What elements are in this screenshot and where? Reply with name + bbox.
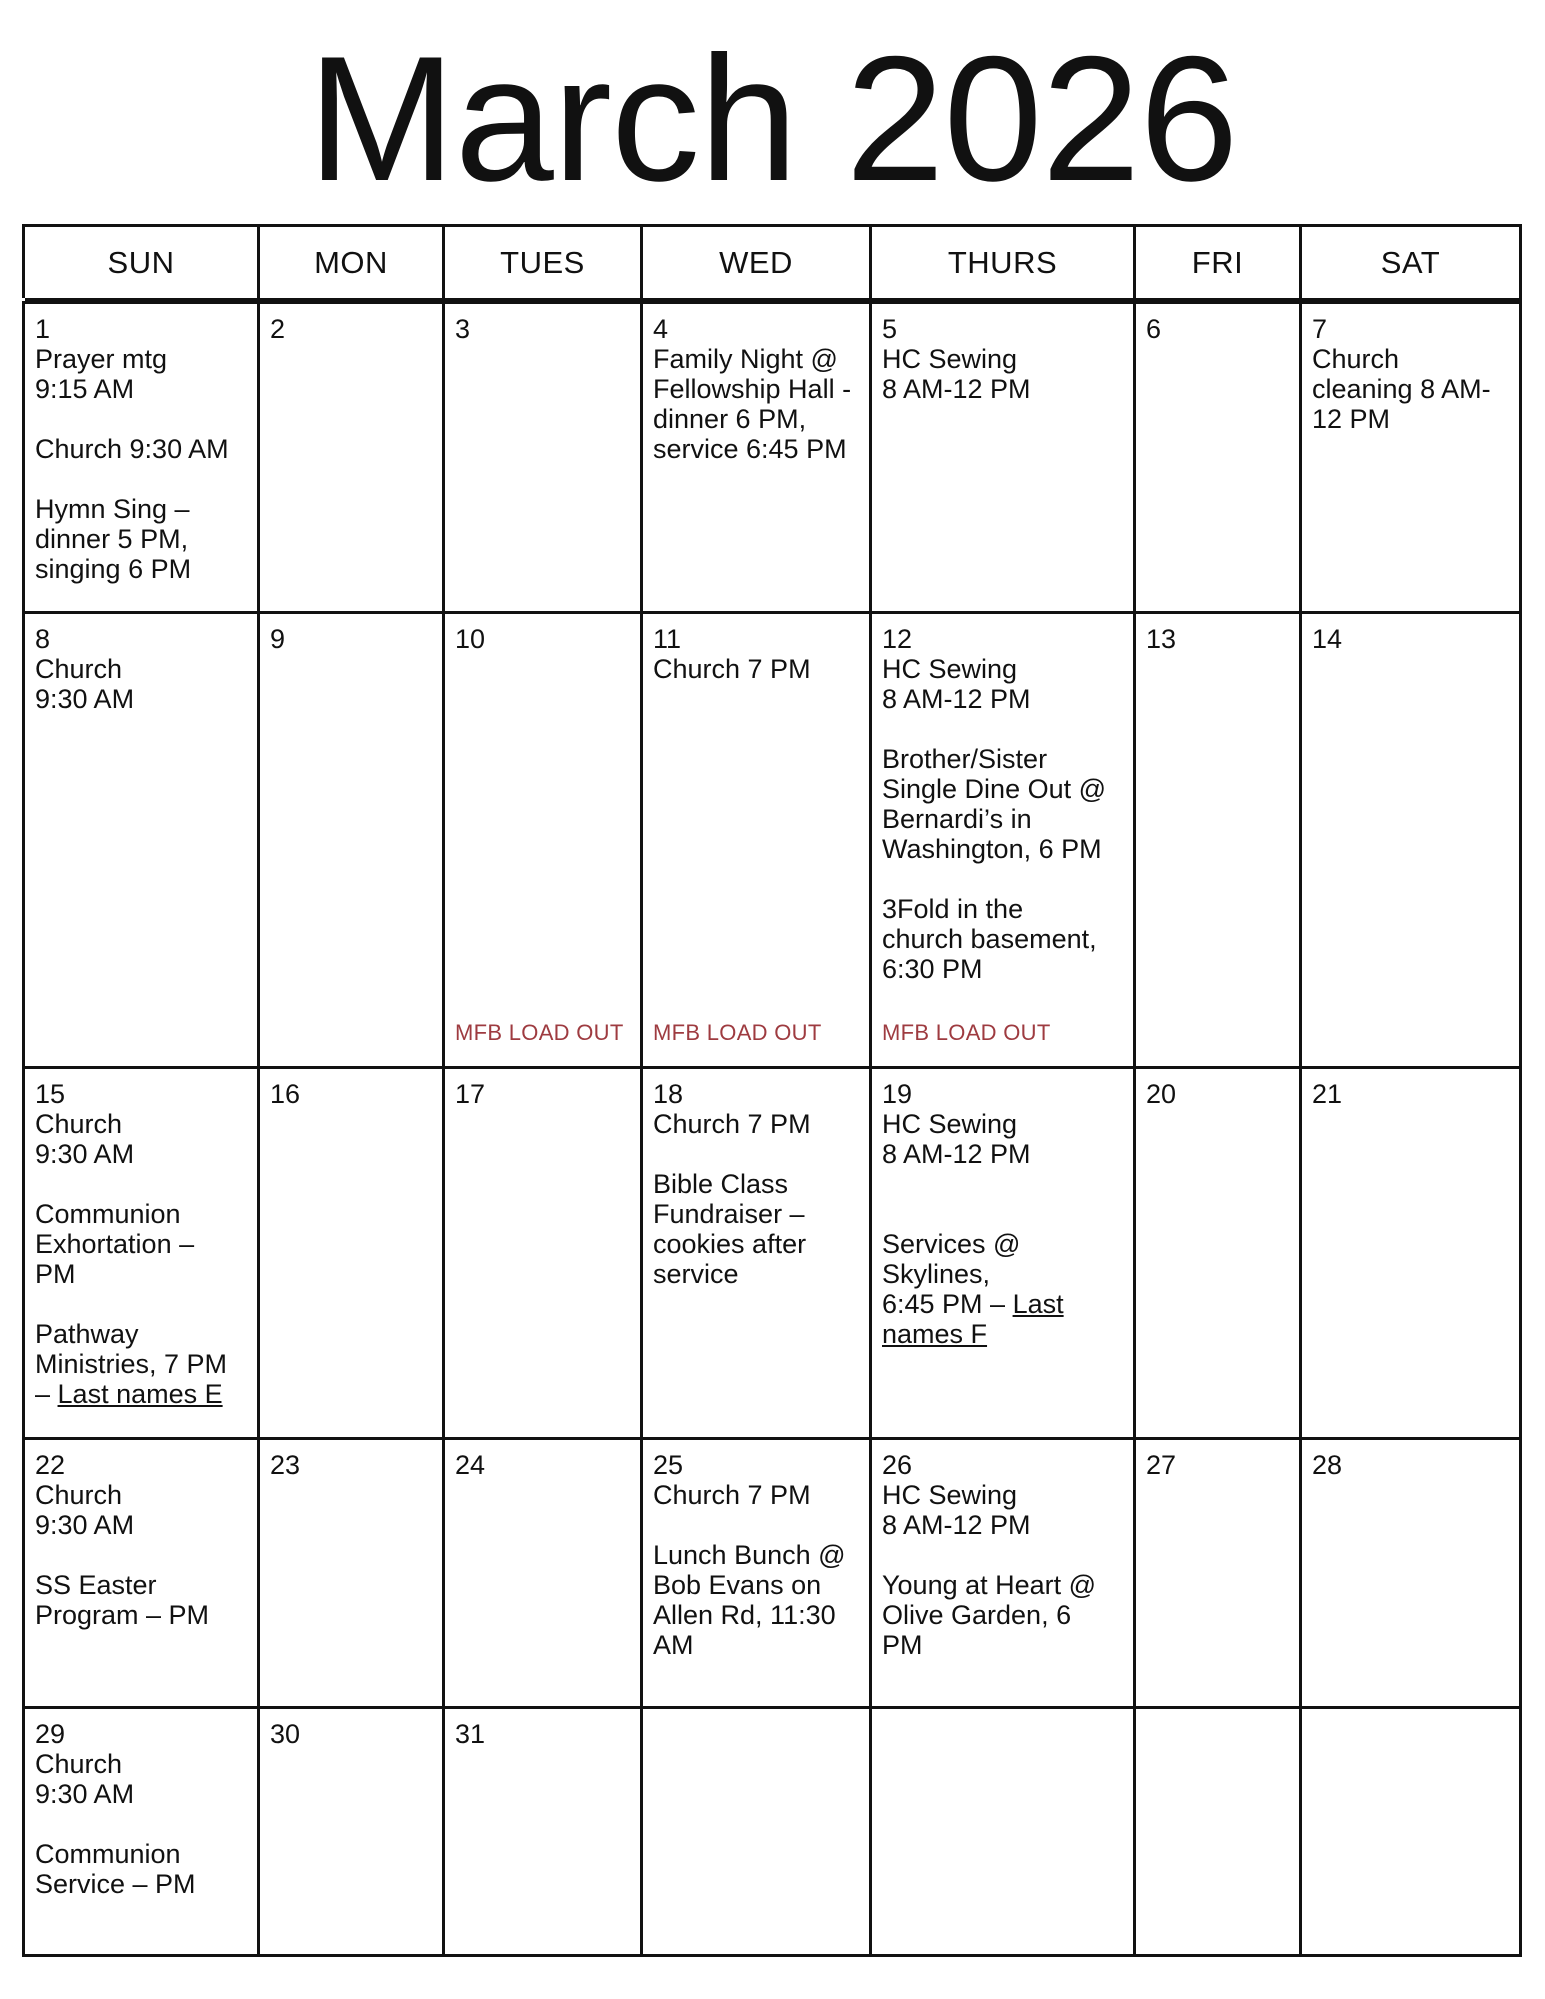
- day-number: 20: [1146, 1079, 1177, 1109]
- event-hc-sewing: HC Sewing 8 AM-12 PM: [882, 1109, 1031, 1169]
- event-services-skylines: [882, 1229, 1125, 1349]
- day-cell-30: [260, 1709, 445, 1957]
- day-number: 27: [1146, 1450, 1177, 1480]
- day-cell-empty: [1136, 1709, 1302, 1957]
- weekday-wed: WED: [643, 227, 872, 301]
- weekday-sat: SAT: [1302, 227, 1522, 301]
- day-number: 22: [35, 1450, 66, 1480]
- weekday-tues: TUES: [445, 227, 643, 301]
- day-cell-7: [1302, 304, 1522, 614]
- day-cell-2: [260, 304, 445, 614]
- day-cell-8: [25, 614, 260, 1069]
- weekday-fri: FRI: [1136, 227, 1302, 301]
- day-number: 29: [35, 1719, 66, 1749]
- event-services-text: Services @ Skylines, 6:45 PM –: [882, 1229, 1021, 1319]
- day-number: 14: [1312, 624, 1343, 654]
- day-number: 5: [882, 314, 898, 344]
- day-cell-18: [643, 1069, 872, 1440]
- day-number: 2: [270, 314, 286, 344]
- day-cell-empty: [872, 1709, 1136, 1957]
- day-cell-12: [872, 614, 1136, 1069]
- day-number: 1: [35, 314, 51, 344]
- day-cell-14: [1302, 614, 1522, 1069]
- event-single-dine-out: Brother/Sister Single Dine Out @ Bernardi’s in Washington, 6 PM: [882, 744, 1107, 864]
- event-hc-sewing: HC Sewing 8 AM-12 PM: [882, 1480, 1031, 1540]
- day-cell-3: [445, 304, 643, 614]
- weekday-mon: MON: [260, 227, 445, 301]
- day-number: 3: [455, 314, 471, 344]
- weekday-sun: SUN: [25, 227, 260, 301]
- mfb-load-out-label: MFB LOAD OUT: [653, 1020, 822, 1045]
- week-row: [25, 1440, 1522, 1709]
- day-number: 18: [653, 1079, 684, 1109]
- event-church: Church 9:30 AM: [35, 1480, 135, 1540]
- day-number: 19: [882, 1079, 913, 1109]
- day-number: 6: [1146, 314, 1162, 344]
- day-cell-13: [1136, 614, 1302, 1069]
- day-number: 23: [270, 1450, 301, 1480]
- day-cell-25: [643, 1440, 872, 1709]
- day-cell-31: [445, 1709, 643, 1957]
- day-number: 24: [455, 1450, 486, 1480]
- day-cell-22: [25, 1440, 260, 1709]
- day-number: 9: [270, 624, 286, 654]
- day-number: 26: [882, 1450, 913, 1480]
- day-cell-10: [445, 614, 643, 1069]
- event-lunch-bunch: Lunch Bunch @ Bob Evans on Allen Rd, 11:30 AM: [653, 1540, 846, 1660]
- day-number: 17: [455, 1079, 486, 1109]
- weekday-thurs: THURS: [872, 227, 1136, 301]
- event-pathway-ministries: [35, 1319, 249, 1409]
- calendar-title: March 2026: [307, 19, 1238, 218]
- event-church: Church 7 PM: [653, 1480, 811, 1510]
- event-church-cleaning: Church cleaning 8 AM- 12 PM: [1312, 344, 1491, 434]
- calendar-body: [22, 301, 1522, 1957]
- event-young-at-heart: Young at Heart @ Olive Garden, 6 PM: [882, 1570, 1097, 1660]
- day-cell-15: [25, 1069, 260, 1440]
- event-church: Church 9:30 AM: [35, 1109, 135, 1169]
- event-ss-easter-program: SS Easter Program – PM: [35, 1570, 210, 1630]
- day-number: 4: [653, 314, 669, 344]
- event-family-night: Family Night @ Fellowship Hall - dinner 6 PM, service 6:45 PM: [653, 344, 852, 464]
- event-communion-exhortation: Communion Exhortation – PM: [35, 1199, 195, 1289]
- day-number: 11: [653, 624, 682, 654]
- event-prayer-meeting: Prayer mtg 9:15 AM: [35, 344, 168, 404]
- week-row: [25, 1709, 1522, 1957]
- day-cell-24: [445, 1440, 643, 1709]
- week-row: [25, 614, 1522, 1069]
- day-cell-1: [25, 304, 260, 614]
- day-number: 16: [270, 1079, 301, 1109]
- day-cell-29: [25, 1709, 260, 1957]
- day-cell-26: [872, 1440, 1136, 1709]
- day-cell-21: [1302, 1069, 1522, 1440]
- event-3fold: 3Fold in the church basement, 6:30 PM: [882, 894, 1097, 984]
- day-cell-16: [260, 1069, 445, 1440]
- week-row: [25, 1069, 1522, 1440]
- day-number: 25: [653, 1450, 684, 1480]
- event-hc-sewing: HC Sewing 8 AM-12 PM: [882, 654, 1031, 714]
- day-number: 10: [455, 624, 486, 654]
- week-row: [25, 304, 1522, 614]
- day-cell-23: [260, 1440, 445, 1709]
- mfb-load-out-label: MFB LOAD OUT: [455, 1020, 624, 1045]
- event-church: Church 9:30 AM: [35, 1749, 135, 1809]
- day-number: 21: [1312, 1079, 1343, 1109]
- event-last-names-f: Last names F: [882, 1289, 1064, 1349]
- day-number: 12: [882, 624, 913, 654]
- day-number: 7: [1312, 314, 1328, 344]
- day-number: 28: [1312, 1450, 1343, 1480]
- day-cell-5: [872, 304, 1136, 614]
- event-bible-class-fundraiser: Bible Class Fundraiser – cookies after service: [653, 1169, 807, 1289]
- calendar-grid: [22, 224, 1522, 1960]
- day-number: 30: [270, 1719, 301, 1749]
- day-number: 15: [35, 1079, 66, 1109]
- event-church: Church 9:30 AM: [35, 434, 229, 464]
- day-cell-6: [1136, 304, 1302, 614]
- event-last-names-e: Last names E: [57, 1379, 223, 1409]
- day-cell-empty: [643, 1709, 872, 1957]
- day-cell-9: [260, 614, 445, 1069]
- event-hymn-sing: Hymn Sing – dinner 5 PM, singing 6 PM: [35, 494, 192, 584]
- day-cell-empty: [1302, 1709, 1522, 1957]
- day-cell-28: [1302, 1440, 1522, 1709]
- day-cell-20: [1136, 1069, 1302, 1440]
- event-pathway-text: Pathway Ministries, 7 PM –: [35, 1319, 228, 1409]
- day-cell-19: [872, 1069, 1136, 1440]
- event-communion-service: Communion Service – PM: [35, 1839, 196, 1899]
- day-cell-4: [643, 304, 872, 614]
- event-church: Church 9:30 AM: [35, 654, 135, 714]
- day-cell-17: [445, 1069, 643, 1440]
- day-number: 13: [1146, 624, 1177, 654]
- event-church: Church 7 PM: [653, 1109, 811, 1139]
- event-church: Church 7 PM: [653, 654, 811, 684]
- day-number: 8: [35, 624, 51, 654]
- weekday-header: [22, 224, 1522, 298]
- day-cell-11: [643, 614, 872, 1069]
- mfb-load-out-label: MFB LOAD OUT: [882, 1020, 1051, 1045]
- day-number: 31: [455, 1719, 486, 1749]
- day-cell-27: [1136, 1440, 1302, 1709]
- event-hc-sewing: HC Sewing 8 AM-12 PM: [882, 344, 1031, 404]
